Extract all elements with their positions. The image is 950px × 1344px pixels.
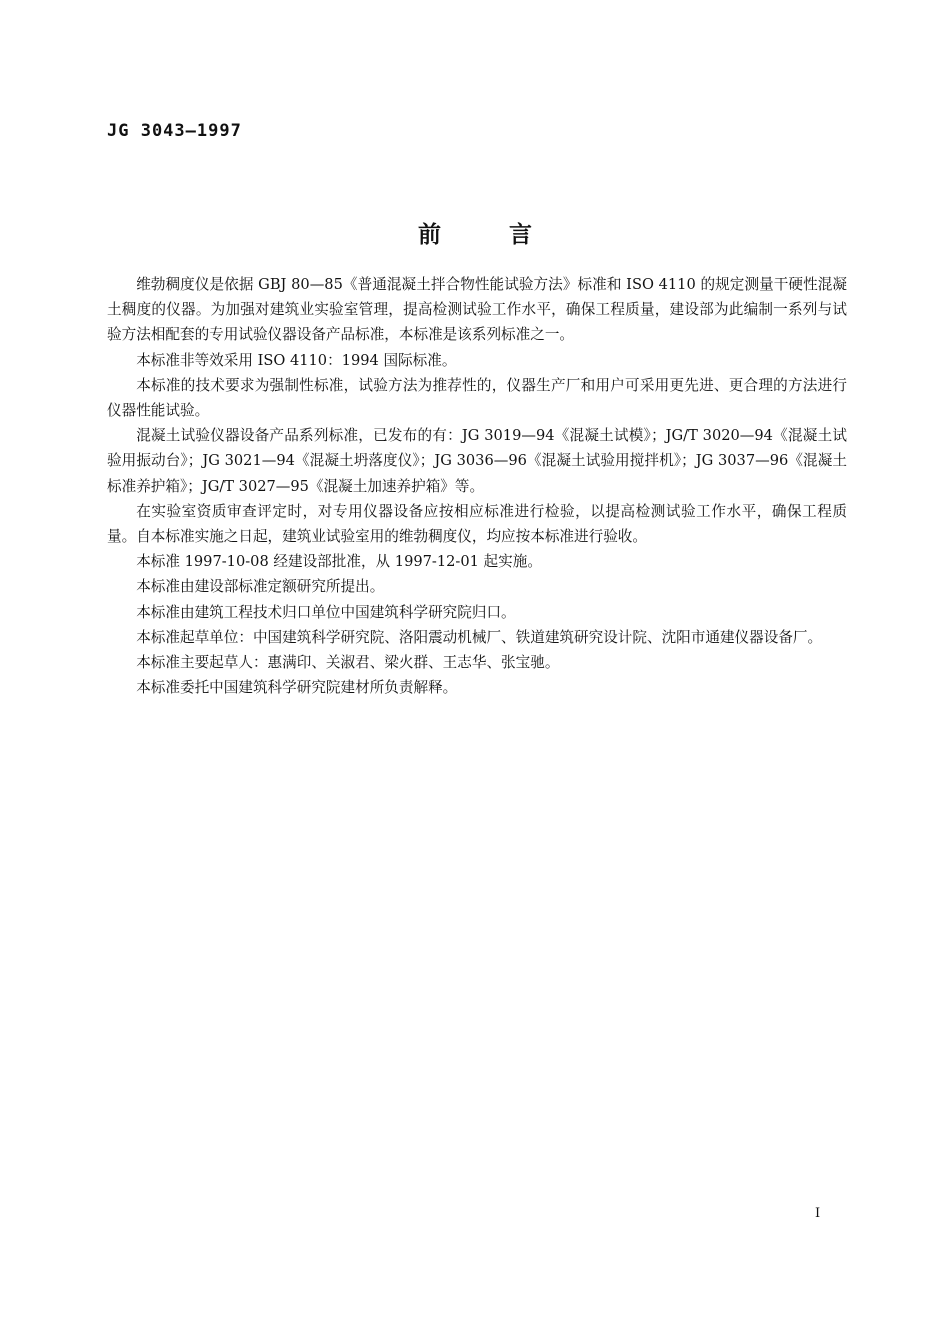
foreword-body bbox=[107, 272, 847, 700]
paragraph-drafting-units: 本标准起草单位：中国建筑科学研究院、洛阳震动机械厂、铁道建筑研究设计院、沈阳市通建仪器设备厂。 bbox=[136, 628, 823, 646]
paragraph-centralized-unit: 本标准由建筑工程技术归口单位中国建筑科学研究院归口。 bbox=[136, 603, 516, 621]
paragraph-iso-adoption: 本标准非等效采用 ISO 4110：1994 国际标准。 bbox=[136, 351, 457, 369]
paragraph-approval-dates: 本标准 1997-10-08 经建设部批准，从 1997-12-01 起实施。 bbox=[136, 553, 542, 571]
paragraph-proposer: 本标准由建设部标准定额研究所提出。 bbox=[136, 578, 385, 596]
page-number: I bbox=[815, 1206, 821, 1221]
paragraph-qualification-review: 在实验室资质审查评定时，对专用仪器设备应按相应标准进行检验，以提高检测试验工作水平，确保工程质量。自本标准实施之日起，建筑业试验室用的维勃稠度仪，均应按本标准进行验收。 bbox=[107, 502, 847, 546]
standard-code: JG 3043—1997 bbox=[107, 121, 242, 141]
paragraph-technical-requirements: 本标准的技术要求为强制性标准，试验方法为推荐性的，仪器生产厂和用户可采用更先进、更合理的方法进行仪器性能试验。 bbox=[107, 376, 847, 420]
paragraph-purpose: 维勃稠度仪是依据 GBJ 80—85《普通混凝土拌合物性能试验方法》标准和 ISO 4110 的规定测量干硬性混凝土稠度的仪器。为加强对建筑业实验室管理，提高检测试验工作水平，确保工程质量，建设部为此编制一系列与试验方法相配套的专用试验仪器设备产品标准，本标准是该系列标准之一。 bbox=[107, 276, 847, 344]
paragraph-drafters: 本标准主要起草人：惠满印、关淑君、梁火群、王志华、张宝驰。 bbox=[136, 654, 560, 672]
paragraph-series-standards: 混凝土试验仪器设备产品系列标准，已发布的有：JG 3019—94《混凝土试模》；JG/T 3020—94《混凝土试验用振动台》；JG 3021—94《混凝土坍落度仪》；JG 3036—96《混凝土试验用搅拌机》；JG 3037—96《混凝土标准养护箱》；JG/T 3027—95《混凝土加速养护箱》等。 bbox=[107, 427, 847, 495]
page-title: 前言 bbox=[418, 222, 600, 248]
paragraph-interpretation: 本标准委托中国建筑科学研究院建材所负责解释。 bbox=[136, 679, 458, 697]
